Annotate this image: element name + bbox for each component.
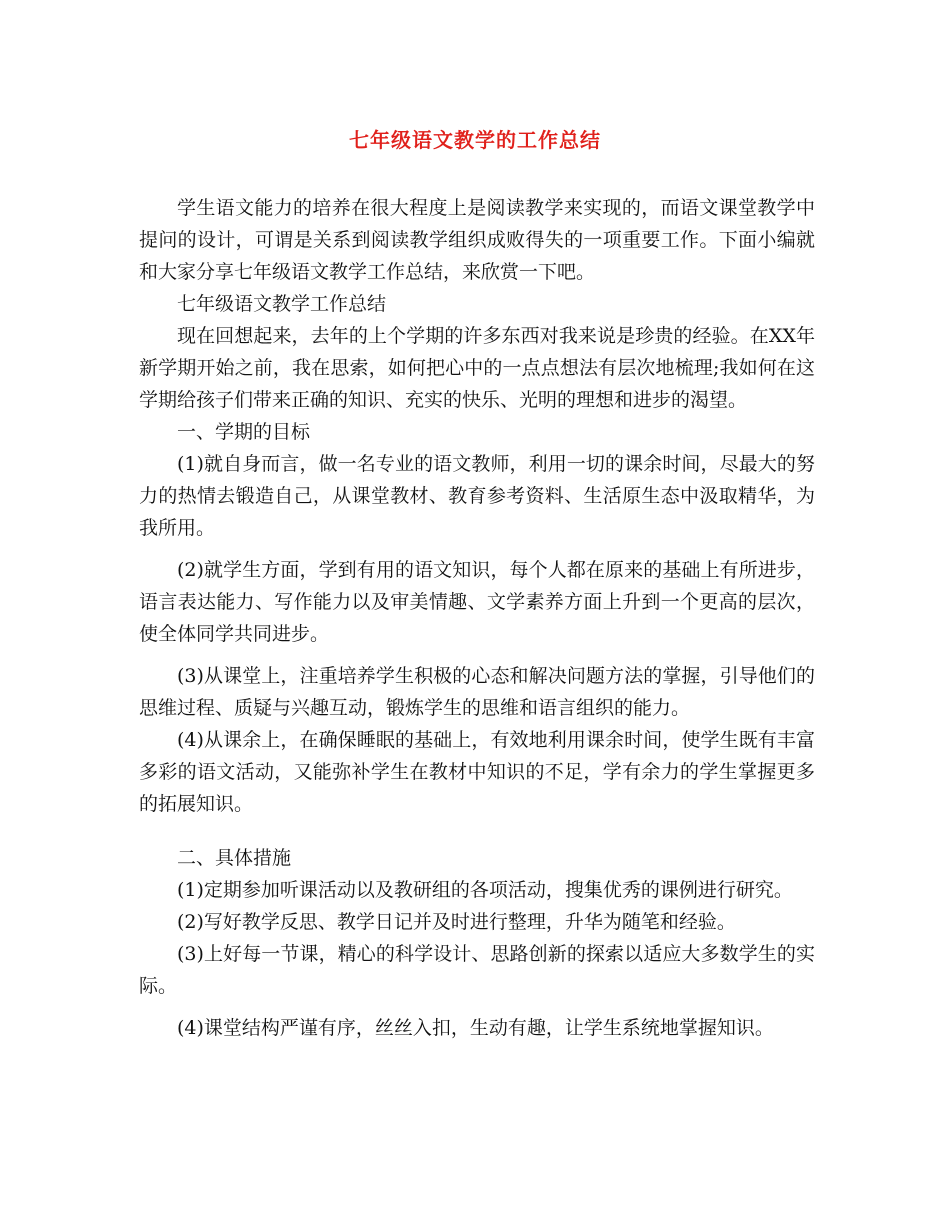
measure-item-4: (4)课堂结构严谨有序，丝丝入扣，生动有趣，让学生系统地掌握知识。 [177,1017,774,1039]
measure-item-2: (2)写好教学反思、教学日记并及时进行整理，升华为随笔和经验。 [177,911,736,933]
goal-item-2: (2)就学生方面，学到有用的语文知识，每个人都在原来的基础上有所进步，语言表达能力、写作能力以及审美情趣、文学素养方面上升到一个更高的层次，使全体同学共同进步。 [139,559,815,645]
goal-item-4: (4)从课余上，在确保睡眠的基础上，有效地利用课余时间，使学生既有丰富多彩的语文活动，又能弥补学生在教材中知识的不足，学有余力的学生掌握更多的拓展知识。 [139,729,815,815]
goal-item-3: (3)从课堂上，注重培养学生积极的心态和解决问题方法的掌握，引导他们的思维过程、质疑与兴趣互动，锻炼学生的思维和语言组织的能力。 [139,665,815,719]
measure-item-1: (1)定期参加听课活动以及教研组的各项活动，搜集优秀的课例进行研究。 [177,879,793,901]
subtitle-paragraph: 七年级语文教学工作总结 [177,293,387,315]
section-heading-goals: 一、学期的目标 [177,421,311,443]
document-body [139,192,815,1044]
measure-item-3: (3)上好每一节课，精心的科学设计、思路创新的探索以适应大多数学生的实际。 [139,943,815,997]
reflection-paragraph: 现在回想起来，去年的上个学期的许多东西对我来说是珍贵的经验。在XX年新学期开始之前，我在思索，如何把心中的一点点想法有层次地梳理;我如何在这学期给孩子们带来正确的知识、充实的快乐、光明的理想和进步的渴望。 [139,325,815,411]
intro-paragraph: 学生语文能力的培养在很大程度上是阅读教学来实现的，而语文课堂教学中提问的设计，可谓是关系到阅读教学组织成败得失的一项重要工作。下面小编就和大家分享七年级语文教学工作总结，来欣赏一下吧。 [139,197,815,283]
section-heading-measures: 二、具体措施 [177,847,292,869]
goal-item-1: (1)就自身而言，做一名专业的语文教师，利用一切的课余时间，尽最大的努力的热情去锻造自己，从课堂教材、教育参考资料、生活原生态中汲取精华，为我所用。 [139,453,815,539]
document-title: 七年级语文教学的工作总结 [349,128,601,152]
